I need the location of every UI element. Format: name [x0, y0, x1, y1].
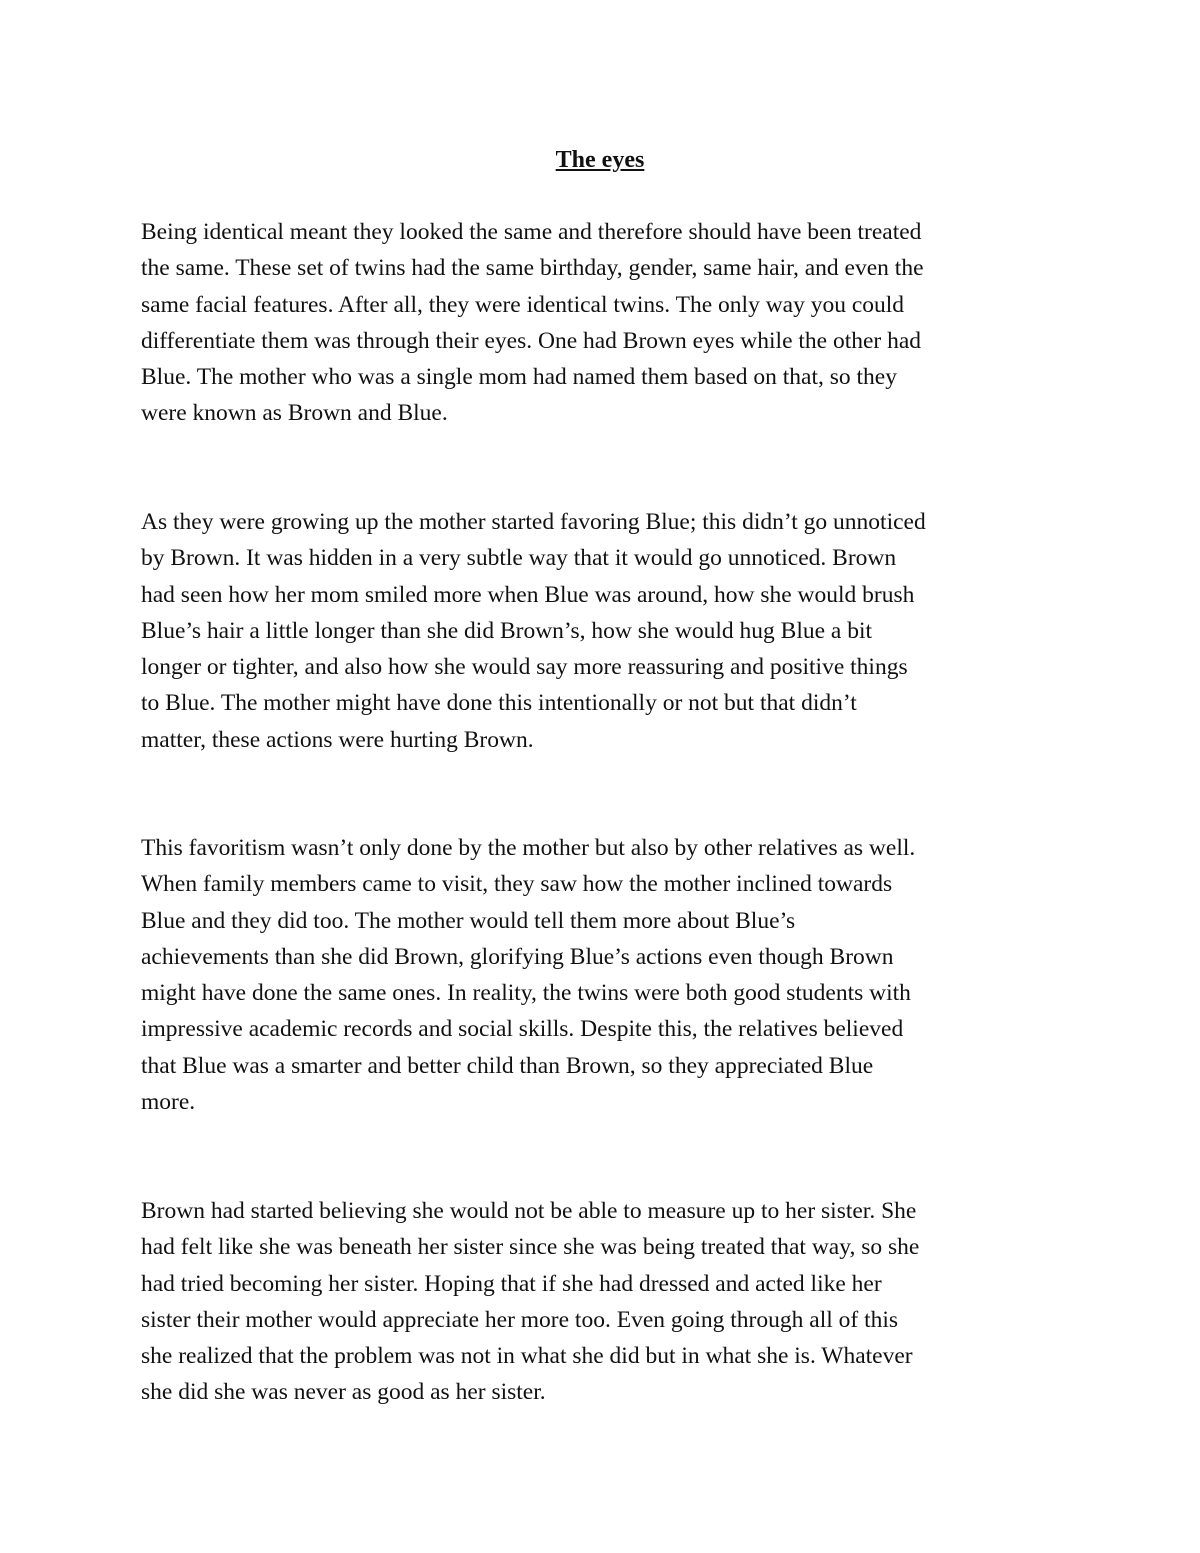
paragraph-line: to Blue. The mother might have done this intentionally or not but that didn’t	[141, 690, 857, 717]
paragraph-line: Being identical meant they looked the same and therefore should have been treated	[141, 219, 922, 245]
paragraph-line: achievements than she did Brown, glorifying Blue’s actions even though Brown	[141, 943, 894, 970]
paragraph-line: by Brown. It was hidden in a very subtle way that it would go unnoticed. Brown	[141, 545, 897, 572]
paragraph-line: had felt like she was beneath her sister since she was being treated that way, so she	[141, 1234, 920, 1261]
paragraph-line: Blue. The mother who was a single mom had named them based on that, so they	[141, 364, 897, 391]
paragraph-line: sister their mother would appreciate her more too. Even going through all of this	[141, 1306, 899, 1333]
paragraph-2	[141, 504, 1071, 758]
paragraph-line: This favoritism wasn’t only done by the mother but also by other relatives as well.	[141, 835, 916, 861]
paragraph-line: Brown had started believing she would not be able to measure up to her sister. She	[141, 1198, 917, 1224]
paragraph-1	[141, 214, 1071, 432]
paragraph-line: same facial features. After all, they were identical twins. The only way you could	[141, 291, 905, 318]
paragraph-line: matter, these actions were hurting Brown.	[141, 726, 534, 753]
paragraph-line: might have done the same ones. In reality, the twins were both good students with	[141, 980, 911, 1007]
paragraph-line: When family members came to visit, they saw how the mother inclined towards	[141, 871, 893, 898]
paragraph-line: she realized that the problem was not in what she did but in what she is. Whatever	[141, 1343, 913, 1370]
paragraph-line: Blue’s hair a little longer than she did Brown’s, how she would hug Blue a bit	[141, 617, 873, 644]
paragraph-line: had tried becoming her sister. Hoping that if she had dressed and acted like her	[141, 1270, 882, 1297]
paragraph-line: were known as Brown and Blue.	[141, 400, 448, 427]
paragraph-line: she did she was never as good as her sister.	[141, 1379, 546, 1406]
paragraph-line: had seen how her mom smiled more when Blue was around, how she would brush	[141, 581, 915, 608]
paragraph-line: As they were growing up the mother started favoring Blue; this didn’t go unnoticed	[141, 509, 926, 535]
paragraph-line: differentiate them was through their eyes. One had Brown eyes while the other had	[141, 327, 922, 354]
paragraph-line: impressive academic records and social skills. Despite this, the relatives believed	[141, 1016, 904, 1043]
paragraph-line: that Blue was a smarter and better child than Brown, so they appreciated Blue	[141, 1052, 874, 1079]
document-title: The eyes	[555, 147, 645, 173]
paragraph-4	[141, 1193, 1071, 1411]
paragraph-line: the same. These set of twins had the same birthday, gender, same hair, and even the	[141, 255, 924, 282]
paragraph-3	[141, 830, 1071, 1120]
paragraph-line: Blue and they did too. The mother would tell them more about Blue’s	[141, 907, 796, 934]
paragraph-line: more.	[141, 1089, 196, 1116]
paragraph-line: longer or tighter, and also how she would say more reassuring and positive things	[141, 654, 908, 681]
